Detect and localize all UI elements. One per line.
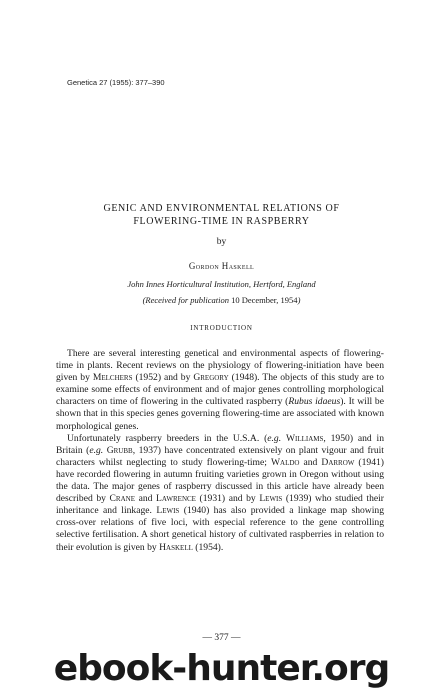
citation-lewis-1940: Lewis	[156, 505, 180, 517]
p2-text-10: (1939) who studied their inheritance and linkage.	[56, 493, 385, 517]
p1-text-1: There are several interesting genetical and environmental aspects of flowering-time in plants. Recent reviews on the physiology of flowering-initiation have been given by	[56, 348, 384, 384]
p1-text-2: (1952) and by	[132, 372, 194, 384]
p2-eg-2: e.g.	[89, 444, 104, 456]
species-name: Rubus idaeus	[288, 396, 341, 408]
p2-eg-1: e.g.	[267, 432, 282, 444]
author-affiliation: John Innes Horticultural Institution, Hertford, England	[127, 279, 316, 289]
citation-gregory: Gregory	[193, 372, 229, 384]
citation-darrow: Darrow	[321, 456, 355, 468]
p2-text-6: and	[299, 456, 322, 468]
received-suffix: )	[297, 295, 301, 305]
p2-text-11: (1940) has also provided a linkage map showing cross-over relations of five loci, with especial reference to the gene controlling selective fertilisation. A short genetical history of cultivated raspberries in relation to their evolution is given by	[56, 505, 384, 553]
page-number: — 377 —	[202, 633, 241, 643]
paragraph-1	[56, 348, 384, 433]
citation-williams: Williams	[285, 432, 324, 444]
received-note	[0, 295, 443, 305]
title-line-1: GENIC AND ENVIRONMENTAL RELATIONS OF	[103, 203, 340, 214]
p2-text-7: (1941) have recorded flowering in autumn fruiting varieties grown in Oregon without using the data. The major genes of raspberry discussed in this article have already been described by	[56, 456, 384, 505]
citation-haskell: Haskell	[159, 541, 193, 553]
paragraph-2	[56, 433, 384, 554]
citation-melchers: Melchers	[92, 372, 133, 384]
p2-text-8: and	[135, 493, 157, 505]
section-heading: INTRODUCTION	[190, 324, 253, 332]
p2-text-1: Unfortunately raspberry breeders in the U.S.A. (	[67, 432, 268, 444]
citation-waldo: Waldo	[270, 456, 300, 468]
citation-grubb: Grubb	[106, 444, 133, 456]
watermark-logo: ebook-hunter.org	[53, 648, 390, 689]
journal-citation: Genetica 27 (1955): 377–390	[67, 78, 165, 87]
p2-text-9: (1931) and by	[195, 493, 260, 505]
received-date: 10 December, 1954	[231, 295, 298, 305]
p1-text-3: (1948). The objects of this study are to examine some effects of environment and of major genes controlling morphological characters on time of flowering in the cultivated raspberry (	[56, 372, 384, 408]
received-prefix: (Received for publication	[142, 295, 232, 305]
citation-lewis-1939: Lewis	[259, 493, 283, 505]
p2-text-5: , 1937) have concentrated extensively on plant vigour and fruit characters whilst neglecting to study flowering-time;	[56, 444, 384, 468]
p2-text-3: , 1950) and in Britain (	[56, 432, 384, 456]
p1-text-4: ). It will be shown that in this species genes governing flowering-time are associated with known morphological genes.	[56, 396, 384, 432]
article-body	[56, 348, 384, 554]
title-line-2: FLOWERING-TIME IN RASPBERRY	[133, 216, 310, 227]
article-title	[0, 202, 443, 228]
by-line: by	[216, 237, 227, 247]
author-name: Gordon Haskell	[188, 261, 255, 271]
citation-lawrence: Lawrence	[156, 493, 196, 505]
citation-crane: Crane	[109, 493, 135, 505]
p2-text-12: (1954).	[192, 541, 224, 553]
